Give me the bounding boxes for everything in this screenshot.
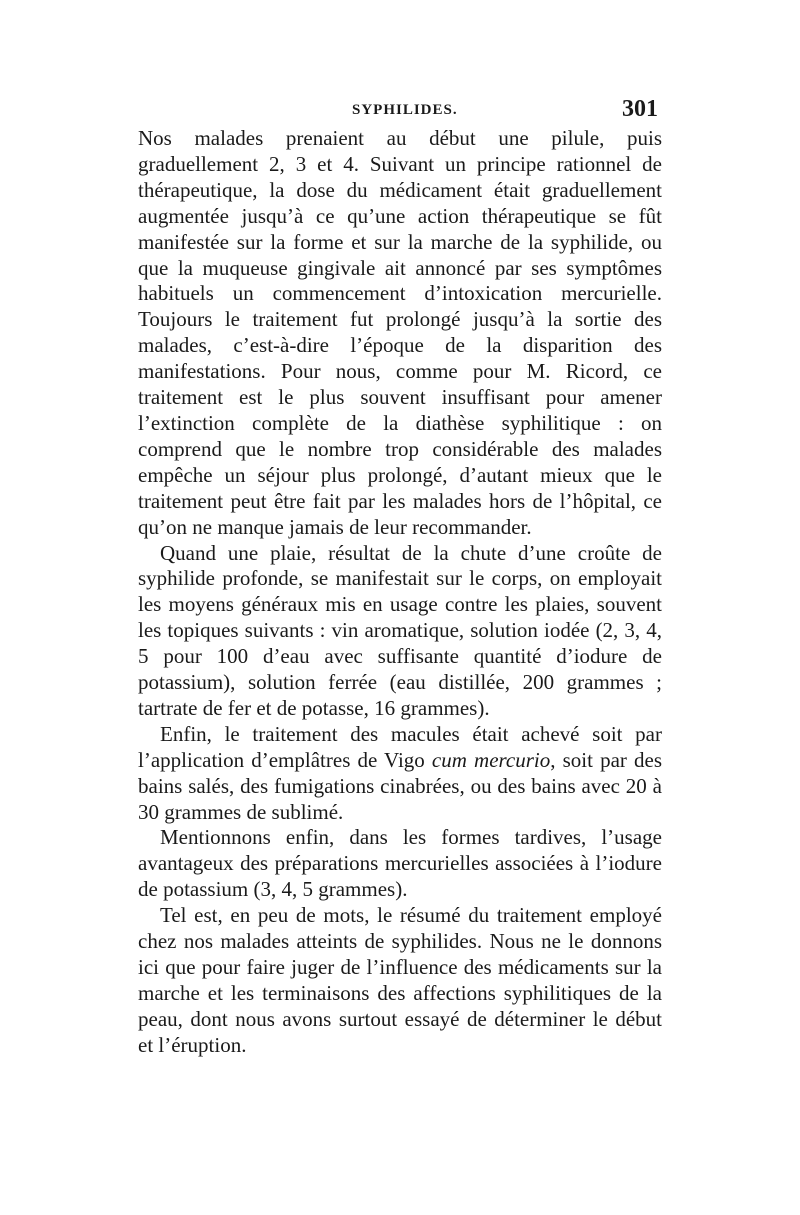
body-text [138, 126, 662, 1059]
latin-term: cum mercurio [431, 747, 551, 772]
running-title: SYPHILIDES. [352, 102, 458, 118]
paragraph-macules [138, 722, 662, 826]
paragraph-wound-care: Quand une plaie, résultat de la chute d’une croûte de syphilide profonde, se manifestait sur le corps, on employait les moyens généraux mis en usage contre les plaies, souvent les topiques suivants : vin aromatique, solution iodée (2, 3, 4, 5 pour 100 d’eau avec suffisante quantité d’iodure de potassium), solution ferrée (eau distillée, 200 grammes ; tartrate de fer et de potasse, 16 grammes). [138, 540, 662, 720]
paragraph-macules-end: , soit par des bains salés, des fumigations cinabrées, ou des bains avec 20 à 30 grammes de sublimé. [138, 747, 662, 824]
paragraph-macules-start: Enfin, le traitement des macules était achevé soit par l’application d’emplâtres de Vigo [138, 721, 662, 772]
paragraph-summary: Tel est, en peu de mots, le résumé du traitement employé chez nos malades atteints de syphilides. Nous ne le donnons ici que pour faire juger de l’influence des médicaments sur la marche et les terminaisons des affections syphilitiques de la peau, dont nous avons surtout essayé de déterminer le début et l’éruption. [138, 903, 662, 1057]
running-head [138, 96, 658, 126]
paragraph-late-forms: Mentionnons enfin, dans les formes tardives, l’usage avantageux des préparations mercurielles associées à l’iodure de potassium (3, 4, 5 grammes). [138, 825, 662, 902]
paragraph-treatment-dosage: Nos malades prenaient au début une pilule, puis graduellement 2, 3 et 4. Suivant un principe rationnel de thérapeutique, la dose du médicament était graduellement augmentée jusqu’à ce qu’une action thérapeutique se fût manifestée sur la forme et sur la marche de la syphilide, ou que la muqueuse gingivale ait annoncé par ses symptômes habituels un commencement d’intoxication mercurielle. Toujours le traitement fut prolongé jusqu’à la sortie des malades, c’est-à-dire l’époque de la disparition des manifestations. Pour nous, comme pour M. Ricord, ce traitement est le plus souvent insuffisant pour amener l’extinction complète de la diathèse syphilitique : on comprend que le nombre trop considérable des malades empêche un séjour plus prolongé, d’autant mieux que le traitement peut être fait par les malades hors de l’hôpital, ce qu’on ne manque jamais de leur recommander. [138, 126, 662, 539]
page-number: 301 [622, 96, 658, 122]
